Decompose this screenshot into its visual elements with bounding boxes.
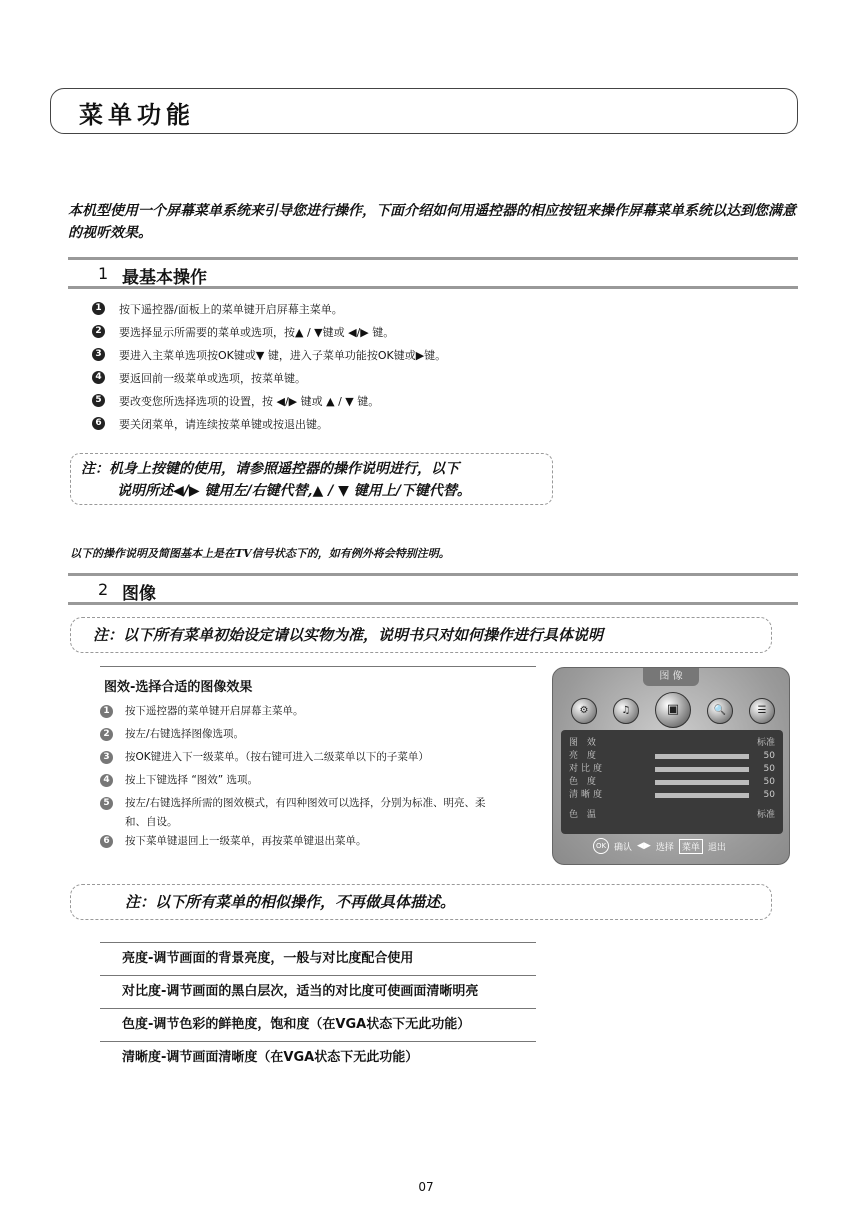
list-item — [92, 366, 446, 389]
osd-row — [569, 790, 775, 801]
step-number-icon: 3 — [100, 751, 113, 764]
exit-label: 退出 — [707, 842, 726, 853]
tv-signal-note: 以下的操作说明及简图基本上是在TV信号状态下的，如有例外将会特别注明。 — [70, 547, 450, 560]
step-number-icon: 6 — [100, 835, 113, 848]
section-2-title: 图像 — [122, 584, 156, 604]
picture-menu-osd — [552, 667, 790, 865]
section-2-number: 2 — [98, 580, 109, 599]
osd-row-value: 50 — [763, 764, 775, 774]
step-number-icon: 5 — [92, 394, 105, 407]
osd-slider — [655, 767, 749, 772]
list-item — [92, 320, 446, 343]
select-label: 选择 — [655, 842, 674, 853]
step-text: 要改变您所选择选项的设置，按 ◀/▶ 键或 ▲ / ▼ 键。 — [119, 394, 380, 408]
ok-key-icon: OK — [593, 838, 609, 854]
sound-icon: ♫ — [613, 698, 639, 724]
osd-row — [569, 751, 775, 762]
osd-settings-panel — [561, 730, 783, 834]
osd-row — [569, 810, 775, 821]
osd-row-value: 标准 — [756, 810, 775, 820]
step-number-icon: 4 — [92, 371, 105, 384]
menu-icon: ☰ — [749, 698, 775, 724]
step-text: 按上下键选择 “图效” 选项。 — [125, 774, 259, 786]
osd-row — [569, 777, 775, 788]
step-number-icon: 3 — [92, 348, 105, 361]
list-item — [100, 832, 495, 855]
list-item — [100, 725, 495, 748]
definition-brightness: 亮度-调节画面的背景亮度，一般与对比度配合使用 — [100, 942, 536, 975]
osd-row-label: 对比度 — [569, 764, 606, 774]
list-item — [100, 702, 495, 725]
step-text: 按OK键进入下一级菜单。（按右键可进入二级菜单以下的子菜单） — [125, 751, 429, 763]
picture-definitions — [100, 942, 536, 1074]
osd-row — [569, 764, 775, 775]
divider — [100, 666, 536, 667]
initial-settings-note: 注：以下所有菜单初始设定请以实物为准，说明书只对如何操作进行具体说明 — [70, 617, 772, 653]
search-icon: 🔍 — [707, 698, 733, 724]
page-title-box — [50, 88, 798, 134]
osd-icon-bar — [565, 692, 779, 728]
step-text: 按下菜单键退回上一级菜单，再按菜单键退出菜单。 — [125, 835, 367, 847]
osd-footer — [593, 838, 726, 854]
definition-sharpness: 清晰度-调节画面清晰度（在VGA状态下无此功能） — [100, 1041, 536, 1074]
section-2-header — [68, 573, 798, 605]
step-number-icon: 6 — [92, 417, 105, 430]
step-number-icon: 4 — [100, 774, 113, 787]
menu-key-icon: 菜单 — [679, 839, 703, 854]
note-line-2: 说明所述◀/▶ 键用左/右键代替,▲ / ▼ 键用上/下键代替。 — [117, 483, 471, 499]
step-number-icon: 1 — [100, 705, 113, 718]
settings-icon: ⚙ — [571, 698, 597, 724]
osd-row — [569, 738, 775, 749]
step-text: 要选择显示所需要的菜单或选项，按▲ / ▼键或 ◀/▶ 键。 — [119, 325, 395, 339]
osd-row-value: 50 — [763, 790, 775, 800]
remote-note — [70, 453, 553, 505]
step-number-icon: 2 — [100, 728, 113, 741]
picture-icon: ▣ — [655, 692, 691, 728]
osd-row-value: 标准 — [756, 738, 775, 748]
osd-row-label: 图 效 — [569, 738, 599, 748]
step-text: 按下遥控器的菜单键开启屏幕主菜单。 — [125, 705, 304, 717]
list-item — [100, 748, 495, 771]
step-text: 按左/右键选择所需的图效模式，有四种图效可以选择，分别为标准、明亮、柔和、自设。 — [125, 797, 486, 828]
osd-slider — [655, 793, 749, 798]
page-number: 07 — [418, 1180, 434, 1194]
step-text: 按左/右键选择图像选项。 — [125, 728, 245, 740]
basic-steps-list — [92, 297, 446, 435]
osd-slider — [655, 780, 749, 785]
osd-row-label: 色 温 — [569, 810, 599, 820]
step-number-icon: 5 — [100, 797, 113, 810]
intro-paragraph: 本机型使用一个屏幕菜单系统来引导您进行操作，下面介绍如何用遥控器的相应按钮来操作屏幕菜单系统以达到您满意的视听效果。 — [68, 203, 796, 241]
list-item — [92, 297, 446, 320]
list-item — [100, 794, 495, 832]
osd-row-label: 色 度 — [569, 777, 599, 787]
step-text: 要关闭菜单，请连续按菜单键或按退出键。 — [119, 417, 328, 431]
picture-effect-steps — [100, 702, 495, 855]
osd-slider — [655, 754, 749, 759]
list-item — [100, 771, 495, 794]
step-text: 要返回前一级菜单或选项，按菜单键。 — [119, 371, 306, 385]
confirm-label: 确认 — [614, 842, 633, 853]
list-item — [92, 412, 446, 435]
step-text: 要进入主菜单选项按OK键或▼ 键，进入子菜单功能按OK键或▶键。 — [119, 348, 447, 362]
osd-row-value: 50 — [763, 751, 775, 761]
page-title: 菜单功能 — [79, 100, 195, 129]
step-number-icon: 1 — [92, 302, 105, 315]
similar-operations-note: 注：以下所有菜单的相似操作，不再做具体描述。 — [70, 884, 772, 920]
step-text: 按下遥控器/面板上的菜单键开启屏幕主菜单。 — [119, 302, 343, 316]
osd-row-label: 亮 度 — [569, 751, 599, 761]
section-1-header — [68, 257, 798, 289]
step-number-icon: 2 — [92, 325, 105, 338]
list-item — [92, 389, 446, 412]
osd-row-value: 50 — [763, 777, 775, 787]
list-item — [92, 343, 446, 366]
note-line-1: 注：机身上按键的使用，请参照遥控器的操作说明进行，以下 — [81, 461, 459, 477]
left-right-key-icon: ◀▶ — [637, 841, 651, 851]
osd-row-label: 清晰度 — [569, 790, 606, 800]
section-1-number: 1 — [98, 264, 109, 283]
picture-effect-title: 图效-选择合适的图像效果 — [104, 680, 253, 695]
osd-tab-label: 图 像 — [643, 668, 699, 686]
definition-color: 色度-调节色彩的鲜艳度，饱和度（在VGA状态下无此功能） — [100, 1008, 536, 1041]
section-1-title: 最基本操作 — [122, 268, 207, 288]
definition-contrast: 对比度-调节画面的黑白层次，适当的对比度可使画面清晰明亮 — [100, 975, 536, 1008]
